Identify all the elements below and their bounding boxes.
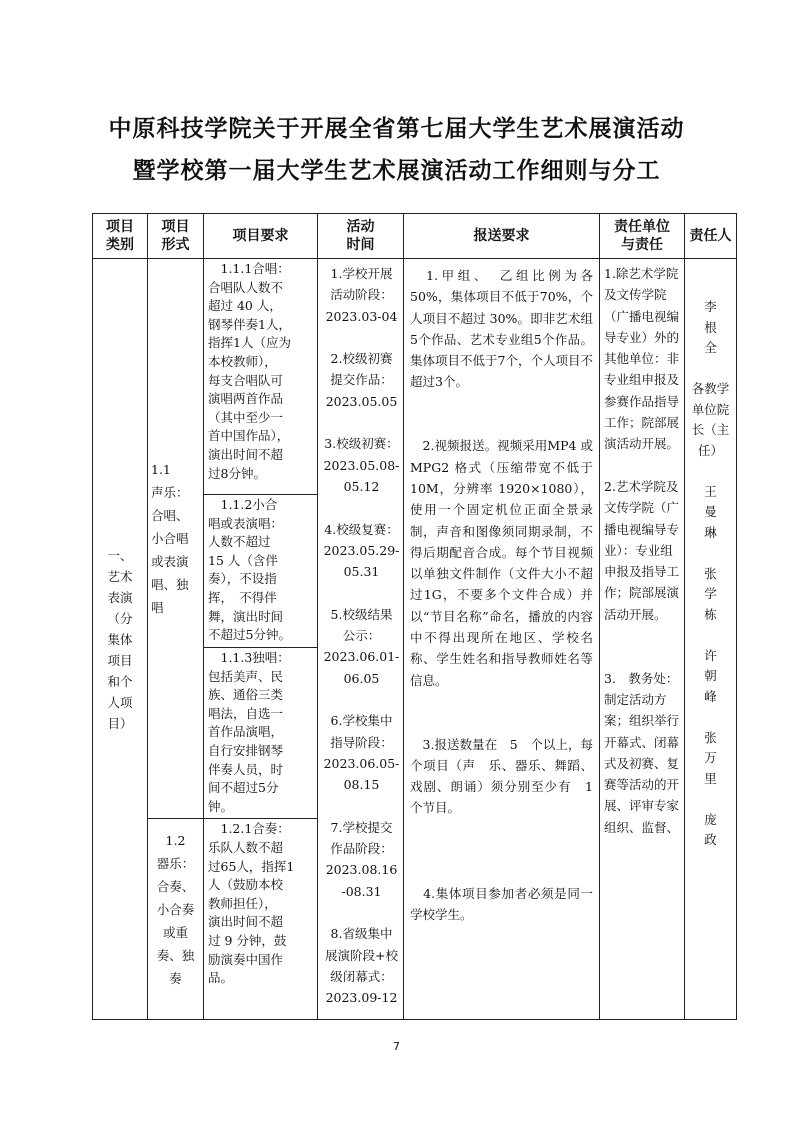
form-vocal: 1.1 声乐： 合唱、 小合唱 或表演 唱、独 唱 <box>148 259 204 819</box>
page-number: 7 <box>393 1040 400 1053</box>
requirement-choir: 1.1.1合唱： 合唱队人数不 超过 40 人， 钢琴伴奏1人， 指挥1人（应为 本校教师）， 每支合唱队可 演唱两首作品 （其中至少一 首中国作品）， 演出时间不超 过8分钟。 <box>204 259 318 495</box>
header-unit: 责任单位 与责任 <box>600 214 685 259</box>
form-instrumental: 1.2 器乐： 合奏、 小合奏 或重 奏、独 奏 <box>148 819 204 1020</box>
page-title-line-1: 中原科技学院关于开展全省第七届大学生艺术展演活动 <box>108 116 685 142</box>
requirement-small-choir: 1.1.2小合 唱或表演唱： 人数不超过 15 人（含伴 奏），不设指 挥， 不得伴 舞，演出时间 不超过5分钟。 <box>204 495 318 648</box>
requirement-ensemble: 1.2.1合奏： 乐队人数不超 过65人，指挥1 人（鼓励本校 教师担任）， 演出时间不超 过 9 分钟，鼓 励演奏中国作 品。 <box>204 819 318 1020</box>
category-cell: 一、 艺术 表演 （分 集体 项目 和个 人项 目） <box>93 259 148 1020</box>
activity-time: 1.学校开展 活动阶段： 2023.03-04 2.校级初赛 提交作品： 2023.05.05 3.校级初赛： 2023.05.08- 05.12 4.校级复赛： 2023.05.29- 05.31 5.校级结果 公示： 2023.06.01- 06.05 6.学校集中 指导阶段： 2023.06.05- 08.15 7.学校提交 作品阶段： 2023.08.16 -08.31 8.省级集中 展演阶段+校 级闭幕式： 2023.09-12 <box>318 259 404 1020</box>
page-title-line-2: 暨学校第一届大学生艺术展演活动工作细则与分工 <box>132 158 661 184</box>
header-form: 项目 形式 <box>148 214 204 259</box>
table-row <box>93 259 737 495</box>
header-category: 项目 类别 <box>93 214 148 259</box>
responsible-unit: 1.除艺术学院及文传学院（广播电视编导专业）外的其他单位：非专业组申报及参赛作品指导工作；院部展演活动开展。 2.艺术学院及文传学院（广播电视编导专业）：专业组申报及指导工作；院部展演活动开展。 3. 教务处：制定活动方案；组织举行开幕式、闭幕式及初赛、复赛等活动的开展、评审专家组织、监督、 <box>600 259 685 1020</box>
header-submission: 报送要求 <box>404 214 600 259</box>
responsible-persons: 李 根 全 各教学 单位院 长（主 任） 王 曼 琳 张 学 栋 许 朝 峰 张 万 里 庞 政 <box>685 259 737 1020</box>
header-person: 责任人 <box>685 214 737 259</box>
header-time: 活动 时间 <box>318 214 404 259</box>
requirement-solo: 1.1.3独唱： 包括美声、民 族、通俗三类 唱法，自选一 首作品演唱， 自行安排钢琴 伴奏人员，时 间不超过5分 钟。 <box>204 648 318 819</box>
header-row <box>93 214 737 259</box>
header-requirement: 项目要求 <box>204 214 318 259</box>
work-detail-table <box>92 213 737 1020</box>
submission-requirements: 1.甲组、 乙组比例为各50%，集体项目不低于70%，个人项目不超过 30%。即非艺术组5个作品、艺术专业组5个作品。集体项目不低于7个，个人项目不超过3个。 2.视频报送。视频采用MP4 或 MPG2 格式（压缩带宽不低于10M，分辨率 1920×1080），使用一个固定机位正面全景录制，声音和图像须同期录制，不得后期配音合成。每个节目视频以单独文件制作（文件大小不超过1G，不要多个文件合成）并以“节目名称”命名，播放的内容中不得出现所在地区、学校名称、学生姓名和指导教师姓名等信息。 3.报送数量在 5 个以上，每个项目（声 乐、器乐、舞蹈、戏剧、朗诵）须分别至少有 1 个节目。 4.集体项目参加者必须是同一学校学生。 <box>404 259 600 1020</box>
